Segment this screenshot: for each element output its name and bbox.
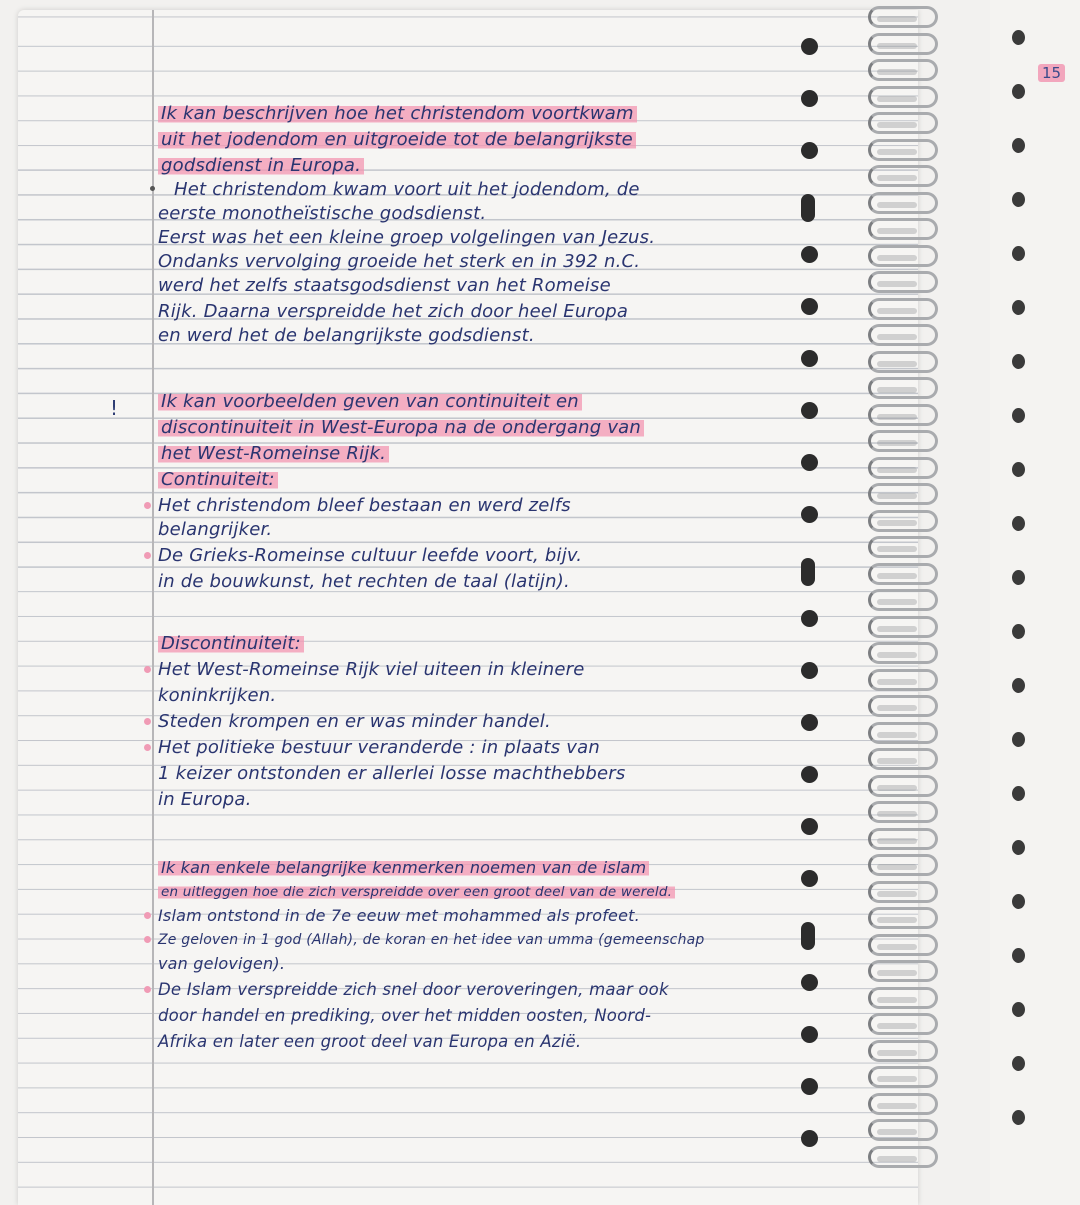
punch-hole <box>801 610 818 627</box>
facing-page-hole <box>1012 300 1025 315</box>
spiral-ring <box>868 59 938 81</box>
facing-page-hole <box>1012 138 1025 153</box>
spiral-ring <box>868 192 938 214</box>
facing-page-hole <box>1012 84 1025 99</box>
spiral-ring <box>868 218 938 240</box>
spiral-ring <box>868 165 938 187</box>
heading-line: uit het jodendom en uitgroeide tot de belangrijkste <box>158 129 636 150</box>
spiral-ring <box>868 271 938 293</box>
punch-hole <box>801 194 815 222</box>
spiral-ring <box>868 139 938 161</box>
punch-hole <box>801 454 818 471</box>
punch-hole <box>801 402 818 419</box>
spiral-ring <box>868 404 938 426</box>
spiral-ring <box>868 960 938 982</box>
spiral-ring <box>868 1066 938 1088</box>
spiral-ring <box>868 457 938 479</box>
heading-line: Ik kan beschrijven hoe het christendom voortkwam <box>158 103 637 124</box>
body-line: Het politieke bestuur veranderde : in plaats van <box>158 737 600 758</box>
facing-page-hole <box>1012 1110 1025 1125</box>
punch-hole <box>801 350 818 367</box>
facing-page-hole <box>1012 246 1025 261</box>
subheading: Discontinuiteit: <box>158 633 304 654</box>
facing-page-hole <box>1012 462 1025 477</box>
spiral-ring <box>868 563 938 585</box>
body-line: van gelovigen). <box>158 954 286 973</box>
punch-hole <box>801 246 818 263</box>
notebook-page <box>18 10 918 1205</box>
punch-hole <box>801 766 818 783</box>
body-line: eerste monotheïstische godsdienst. <box>158 203 487 224</box>
body-line: De Grieks-Romeinse cultuur leefde voort, bijv. <box>158 545 583 566</box>
body-line: Islam ontstond in de 7e eeuw met mohammed als profeet. <box>158 906 640 925</box>
spiral-ring <box>868 351 938 373</box>
punch-hole <box>801 142 818 159</box>
spiral-ring <box>868 881 938 903</box>
spiral-ring <box>868 112 938 134</box>
body-line: in Europa. <box>158 789 252 810</box>
punch-hole <box>801 714 818 731</box>
facing-page-hole <box>1012 516 1025 531</box>
body-line: belangrijker. <box>158 519 273 540</box>
spiral-ring <box>868 828 938 850</box>
heading-line: discontinuiteit in West-Europa na de ondergang van <box>158 417 644 438</box>
facing-page-hole <box>1012 30 1025 45</box>
facing-page-hole <box>1012 354 1025 369</box>
punch-hole <box>801 870 818 887</box>
body-line: Het christendom bleef bestaan en werd zelfs <box>158 495 571 516</box>
punch-hole <box>801 1078 818 1095</box>
facing-page-hole <box>1012 786 1025 801</box>
spiral-ring <box>868 6 938 28</box>
spiral-ring <box>868 536 938 558</box>
facing-page-hole <box>1012 1056 1025 1071</box>
spiral-ring <box>868 616 938 638</box>
body-line: Steden krompen en er was minder handel. <box>158 711 551 732</box>
body-line: en werd het de belangrijkste godsdienst. <box>158 325 535 346</box>
spiral-ring <box>868 801 938 823</box>
heading-line: Ik kan enkele belangrijke kenmerken noemen van de islam <box>158 858 649 877</box>
heading-line: Ik kan voorbeelden geven van continuiteit en <box>158 391 582 412</box>
body-line: 1 keizer ontstonden er allerlei losse machthebbers <box>158 763 626 784</box>
body-line: Het West-Romeinse Rijk viel uiteen in kleinere <box>158 659 585 680</box>
body-line: Het christendom kwam voort uit het jodendom, de <box>174 179 640 200</box>
body-line: koninkrijken. <box>158 685 277 706</box>
facing-page-hole <box>1012 408 1025 423</box>
heading-line: en uitleggen hoe die zich verspreidde over een groot deel van de wereld. <box>158 884 675 900</box>
spiral-ring <box>868 377 938 399</box>
page-number: 15 <box>1038 64 1065 82</box>
punch-hole <box>801 922 815 950</box>
spiral-ring <box>868 642 938 664</box>
subheading: Continuiteit: <box>158 469 278 490</box>
spiral-ring <box>868 510 938 532</box>
punch-holes <box>796 30 832 1205</box>
punch-hole <box>801 974 818 991</box>
punch-hole <box>801 818 818 835</box>
facing-page-hole <box>1012 894 1025 909</box>
spiral-ring <box>868 695 938 717</box>
spiral-ring <box>868 430 938 452</box>
facing-page-hole <box>1012 678 1025 693</box>
punch-hole <box>801 298 818 315</box>
body-line: Ondanks vervolging groeide het sterk en in 392 n.C. <box>158 251 641 272</box>
punch-hole <box>801 558 815 586</box>
facing-page-hole <box>1012 948 1025 963</box>
spiral-ring <box>868 86 938 108</box>
body-line: door handel en prediking, over het midden oosten, Noord- <box>158 1006 652 1025</box>
facing-page-hole <box>1012 1002 1025 1017</box>
facing-page-hole <box>1012 840 1025 855</box>
body-line: Afrika en later een groot deel van Europa en Azië. <box>158 1032 582 1051</box>
body-line: De Islam verspreidde zich snel door veroveringen, maar ook <box>158 980 669 999</box>
spiral-ring <box>868 669 938 691</box>
body-line: Ze geloven in 1 god (Allah), de koran en het idee van umma (gemeenschap <box>158 932 705 948</box>
heading-line: het West-Romeinse Rijk. <box>158 443 389 464</box>
spiral-ring <box>868 722 938 744</box>
spiral-binding <box>850 0 980 1205</box>
spiral-ring <box>868 1093 938 1115</box>
facing-page-hole <box>1012 570 1025 585</box>
facing-page-hole <box>1012 192 1025 207</box>
punch-hole <box>801 38 818 55</box>
spiral-ring <box>868 298 938 320</box>
heading-line: godsdienst in Europa. <box>158 155 364 176</box>
spiral-ring <box>868 987 938 1009</box>
body-line: in de bouwkunst, het rechten de taal (latijn). <box>158 571 570 592</box>
spiral-ring <box>868 1119 938 1141</box>
spiral-ring <box>868 483 938 505</box>
spiral-ring <box>868 245 938 267</box>
spiral-ring <box>868 33 938 55</box>
body-line: Eerst was het een kleine groep volgelingen van Jezus. <box>158 227 656 248</box>
body-line: werd het zelfs staatsgodsdienst van het Romeise <box>158 275 611 296</box>
facing-page <box>990 0 1080 1205</box>
exclamation-mark: ! <box>110 396 119 420</box>
spiral-ring <box>868 934 938 956</box>
spiral-ring <box>868 907 938 929</box>
spiral-ring <box>868 775 938 797</box>
body-line: Rijk. Daarna verspreidde het zich door heel Europa <box>158 301 629 322</box>
spiral-ring <box>868 1040 938 1062</box>
spiral-ring <box>868 1146 938 1168</box>
punch-hole <box>801 1026 818 1043</box>
spiral-ring <box>868 324 938 346</box>
punch-hole <box>801 506 818 523</box>
spiral-ring <box>868 589 938 611</box>
punch-hole <box>801 662 818 679</box>
spiral-ring <box>868 854 938 876</box>
facing-page-hole <box>1012 624 1025 639</box>
punch-hole <box>801 90 818 107</box>
facing-page-hole <box>1012 732 1025 747</box>
spiral-ring <box>868 1013 938 1035</box>
spiral-ring <box>868 748 938 770</box>
punch-hole <box>801 1130 818 1147</box>
